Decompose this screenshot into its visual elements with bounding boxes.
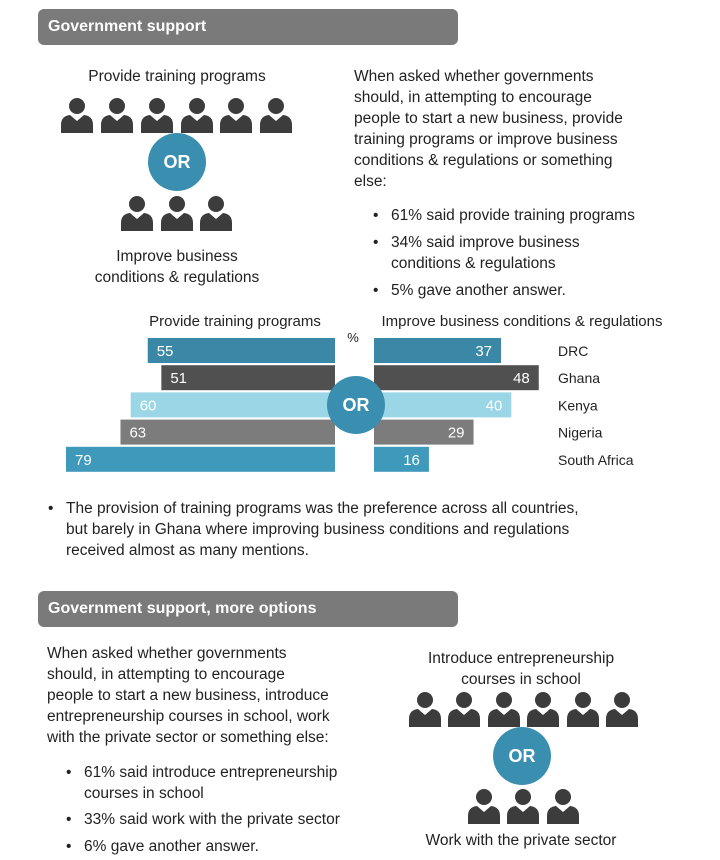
- person-icon: [487, 691, 521, 727]
- bar-left-value: 60: [139, 397, 157, 415]
- question-line: should, in attempting to encourage: [47, 666, 285, 683]
- right-top-label: [400, 648, 642, 690]
- chart-left-title: Provide training programs: [149, 313, 321, 330]
- bullet-line: courses in school: [84, 785, 204, 802]
- question-line: training programs or improve business: [354, 131, 618, 148]
- bar-right-south-africa: [374, 447, 429, 472]
- category-label: Ghana: [558, 370, 601, 387]
- question-line: When asked whether governments: [354, 68, 594, 85]
- question-line: people to start a new business, introduce: [47, 687, 329, 704]
- bullet-line: 61% said provide training programs: [391, 207, 635, 224]
- bar-left-nigeria: [120, 420, 335, 445]
- bar-right-value: 40: [485, 397, 503, 415]
- section-header-more-options: Government support, more options: [38, 591, 458, 627]
- question-line: else:: [354, 173, 387, 190]
- bullet-dot-icon: •: [373, 282, 379, 299]
- chart-or-label: OR: [342, 395, 370, 415]
- bullet-dot-icon: •: [66, 838, 72, 855]
- bullet-dot-icon: •: [373, 207, 379, 224]
- bullet-line: 34% said improve business: [391, 234, 580, 251]
- bullet-line: 6% gave another answer.: [84, 838, 259, 855]
- category-label: Kenya: [558, 397, 598, 414]
- question-line: entrepreneurship courses in school, work: [47, 708, 330, 725]
- person-icon: [467, 788, 501, 824]
- bullet-item: [66, 762, 338, 804]
- bar-right-value: 37: [475, 343, 492, 360]
- question-line: When asked whether governments: [47, 645, 287, 662]
- category-label: DRC: [558, 343, 589, 359]
- question-line: with the private sector or something else:: [47, 729, 329, 746]
- person-icon: [199, 195, 233, 231]
- left-bottom-label: [60, 246, 294, 288]
- person-icon: [219, 97, 253, 133]
- bullet-dot-icon: •: [48, 500, 54, 517]
- question-line: conditions & regulations or something: [354, 152, 613, 169]
- person-icon: [259, 97, 293, 133]
- bar-right-value: 29: [447, 424, 465, 442]
- bar-left-drc: [148, 338, 335, 363]
- person-icon: [408, 691, 442, 727]
- diverging-bar-chart: [0, 300, 720, 480]
- or-badge: OR: [493, 727, 551, 785]
- person-icon: [566, 691, 600, 727]
- note-bullet: [48, 498, 706, 561]
- bar-left-ghana: [161, 365, 335, 390]
- person-icon: [140, 97, 174, 133]
- bar-right-value: 48: [513, 370, 530, 388]
- left-bottom-label-line1: Improve business: [116, 248, 238, 265]
- or-badge: OR: [148, 133, 206, 191]
- person-icon: [506, 788, 540, 824]
- bullet-line: conditions & regulations: [391, 255, 556, 272]
- bullet-item: [373, 232, 580, 274]
- bar-left-south-africa: [66, 447, 335, 472]
- question-line: should, in attempting to encourage: [354, 89, 592, 106]
- bar-left-kenya: [131, 392, 335, 417]
- bar-right-value: 16: [403, 451, 420, 469]
- bullet-dot-icon: •: [373, 234, 379, 251]
- person-icon: [447, 691, 481, 727]
- chart-unit-label: %: [347, 330, 359, 345]
- bullet-line: 5% gave another answer.: [391, 282, 566, 299]
- person-icon: [120, 195, 154, 231]
- category-label: Nigeria: [558, 424, 603, 441]
- bullet-dot-icon: •: [66, 811, 72, 828]
- person-icon: [160, 195, 194, 231]
- section-header-government-support: Government support: [38, 9, 458, 45]
- bullet-line: 33% said work with the private sector: [84, 811, 340, 828]
- bar-left-value: 79: [75, 451, 92, 469]
- right-top-label-line2: courses in school: [461, 671, 581, 688]
- person-icon: [100, 97, 134, 133]
- bullet-line: 61% said introduce entrepreneurship: [84, 764, 338, 781]
- person-icon: [605, 691, 639, 727]
- person-icon: [526, 691, 560, 727]
- person-icon: [546, 788, 580, 824]
- question2-text: [47, 643, 397, 748]
- bullet-item: [66, 809, 340, 830]
- bullet-item: [373, 205, 635, 226]
- question-line: people to start a new business, provide: [354, 110, 623, 127]
- question-text: [354, 66, 694, 192]
- right-top-label-line1: Introduce entrepreneurship: [427, 650, 615, 667]
- person-icon: [60, 97, 94, 133]
- bullet-item: [373, 280, 566, 301]
- bar-left-value: 51: [170, 370, 188, 388]
- bar-left-value: 55: [156, 343, 174, 360]
- left-bottom-label-line2: conditions & regulations: [94, 269, 260, 286]
- left-top-label: Provide training programs: [88, 68, 266, 85]
- person-icon: [180, 97, 214, 133]
- category-label: South Africa: [558, 451, 634, 468]
- note-line: but barely in Ghana where improving business conditions and regulations: [66, 521, 570, 538]
- note-line: The provision of training programs was the preference across all countries,: [66, 500, 579, 517]
- bullet-item: [66, 836, 259, 857]
- bar-left-value: 63: [129, 424, 147, 442]
- chart-right-title: Improve business conditions & regulations: [381, 313, 663, 330]
- right-bottom-label: Work with the private sector: [425, 832, 617, 849]
- bullet-dot-icon: •: [66, 764, 72, 781]
- note-line: received almost as many mentions.: [66, 542, 309, 559]
